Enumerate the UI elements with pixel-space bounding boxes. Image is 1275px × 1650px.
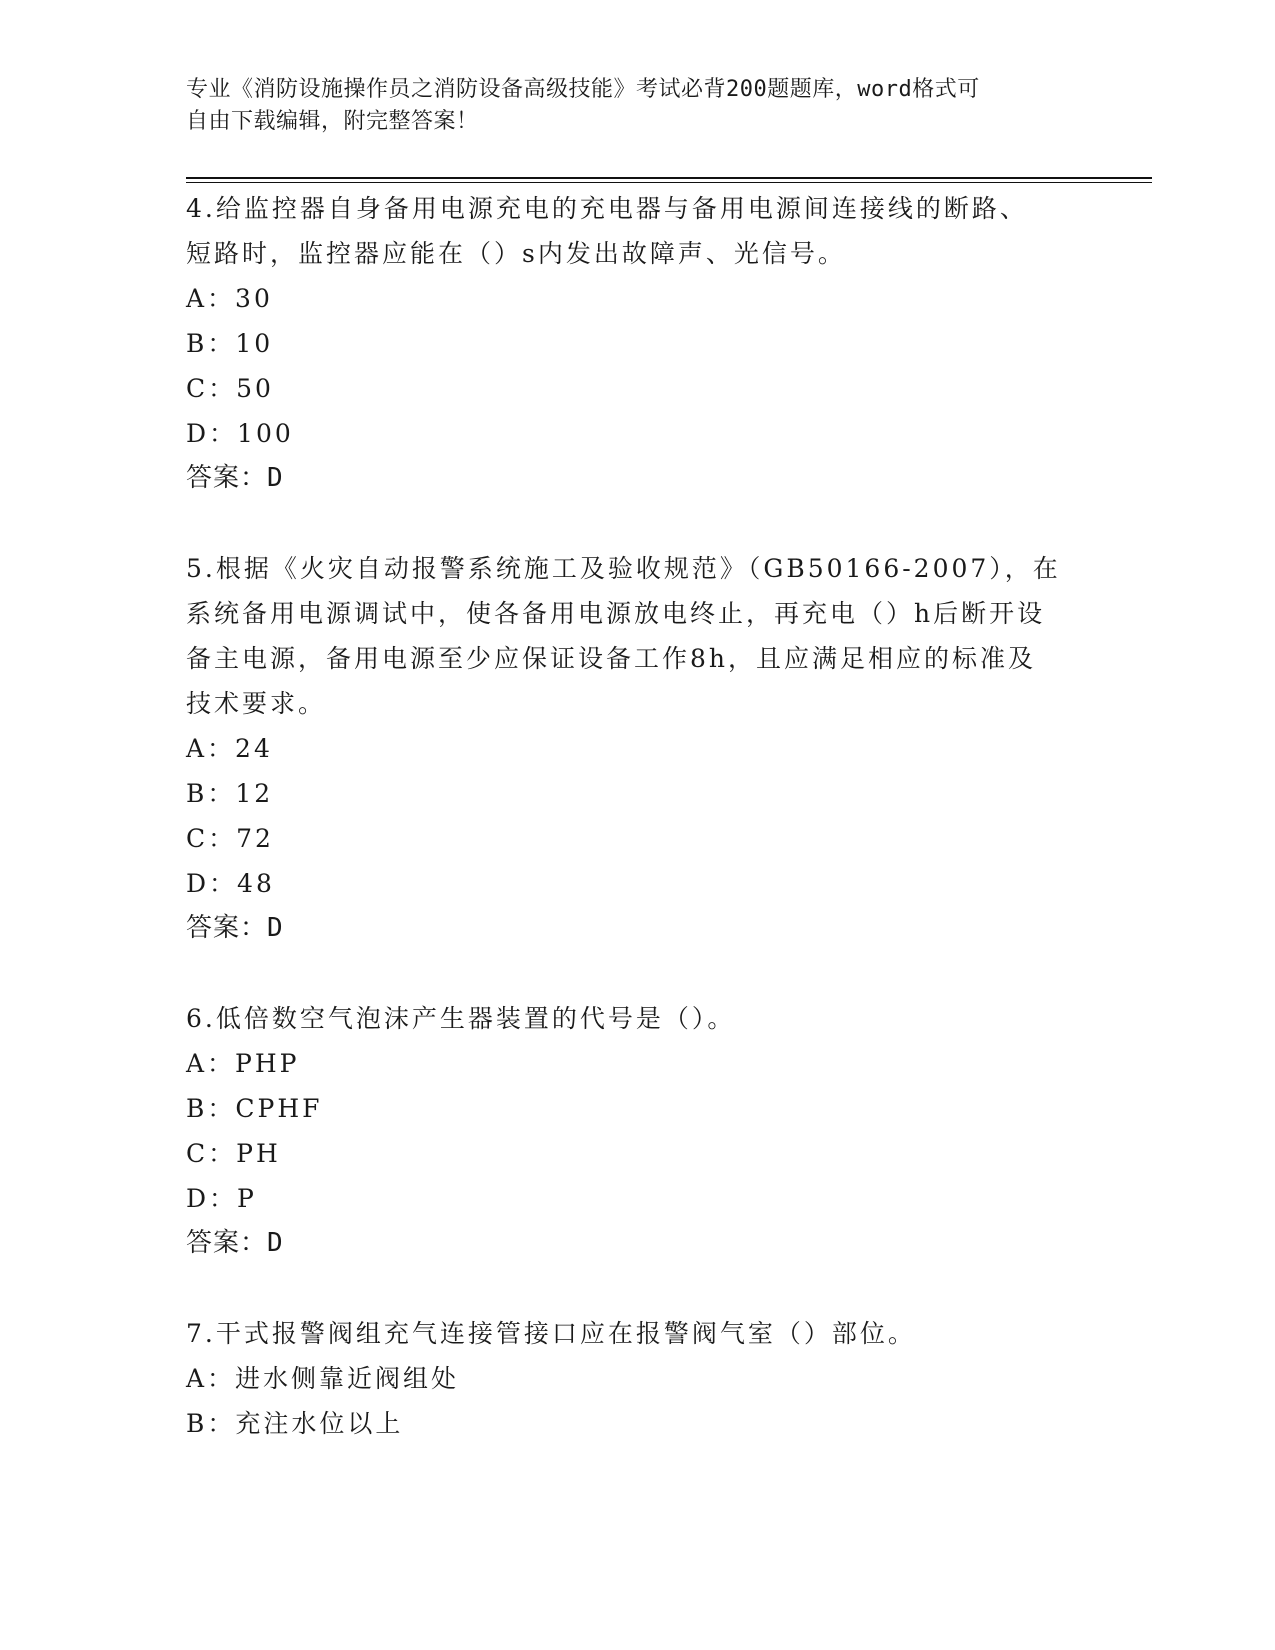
question-list [186, 186, 1086, 1446]
option-d: D：P [186, 1184, 257, 1213]
question-spacer [186, 1266, 1086, 1311]
question-text-line: 备主电源，备用电源至少应保证设备工作8h，且应满足相应的标准及 [186, 644, 1037, 673]
question-spacer [186, 501, 1086, 546]
question-text-line: 4.给监控器自身备用电源充电的充电器与备用电源间连接线的断路、 [186, 194, 1028, 223]
option-b: B：12 [186, 779, 274, 808]
header-line-1: 专业《消防设施操作员之消防设备高级技能》考试必背200题题库，word格式可 [186, 77, 980, 102]
document-header [186, 74, 1066, 138]
answer-line: 答案：D [186, 1228, 284, 1258]
question-block [186, 996, 1086, 1266]
question-text-line: 5.根据《火灾自动报警系统施工及验收规范》（GB50166-2007），在 [186, 554, 1061, 583]
header-line-2: 自由下载编辑，附完整答案！ [186, 109, 479, 134]
option-c: C：PH [186, 1139, 281, 1168]
question-text-line: 6.低倍数空气泡沫产生器装置的代号是（）。 [186, 1004, 736, 1033]
option-b: B：充注水位以上 [186, 1409, 404, 1438]
option-c: C：72 [186, 824, 274, 853]
option-a: A：PHP [186, 1049, 300, 1078]
header-divider-thin [186, 182, 1152, 183]
question-text-line: 系统备用电源调试中，使各备用电源放电终止，再充电（）h后断开设 [186, 599, 1046, 628]
question-text-line: 短路时，监控器应能在（）s内发出故障声、光信号。 [186, 239, 846, 268]
question-text-line: 技术要求。 [186, 689, 327, 718]
header-divider-thick [186, 177, 1152, 179]
option-a: A：进水侧靠近阀组处 [186, 1364, 460, 1393]
answer-line: 答案：D [186, 463, 284, 493]
question-text-line: 7.干式报警阀组充气连接管接口应在报警阀气室（）部位。 [186, 1319, 916, 1348]
option-a: A：24 [186, 734, 273, 763]
question-spacer [186, 951, 1086, 996]
option-a: A：30 [186, 284, 273, 313]
question-block [186, 546, 1086, 951]
question-block [186, 1311, 1086, 1446]
answer-line: 答案：D [186, 913, 284, 943]
option-b: B：10 [186, 329, 274, 358]
question-block [186, 186, 1086, 501]
option-d: D：48 [186, 869, 275, 898]
option-b: B：CPHF [186, 1094, 323, 1123]
option-c: C：50 [186, 374, 274, 403]
option-d: D：100 [186, 419, 294, 448]
